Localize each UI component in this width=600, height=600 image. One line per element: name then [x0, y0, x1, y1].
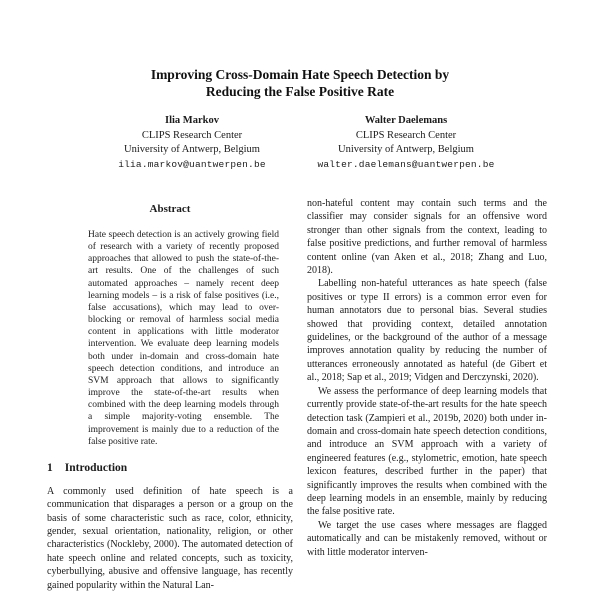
right-column [307, 197, 547, 559]
section-heading-introduction [47, 461, 293, 475]
author-affiliation-1: CLIPS Research Center [141, 129, 243, 141]
right-column-paragraph-1: non-hateful content may contain such terms and the classifier may consider signals for an offensive word stronger than other signals from the context, leading to false positive predictions, and further removal of harmless content online (van Aken et al., 2018; Zhang and Luo, 2018). [307, 198, 547, 277]
right-column-paragraph-2: Labelling non-hateful utterances as hate speech (false positives or type II errors) is a common error even for human annotators due to personal bias. Several studies showed that providing context, detailed annotation guidelines, or the background of the author of a message improves annotation quality by reducing the number of utterances erroneously annotated as hateful (de Gibert et al., 2018; Sap et al., 2019; Vidgen and Derczynski, 2020). [307, 278, 547, 384]
author-affiliation-2: University of Antwerp, Belgium [338, 144, 474, 155]
author-name: Walter Daelemans [364, 115, 448, 126]
author-email: ilia.markov@uantwerpen.be [118, 158, 266, 170]
introduction-paragraph: A commonly used definition of hate speech is a communication that disparages a person or a group on the basis of some characteristic such as race, color, ethnicity, gender, sexual orientation, nationality, religion, or other characteristics (Nockleby, 2000). The automated detection of hate speech online and related concepts, such as toxicity, cyberbullying, abusive and offensive language, has recently gained popularity within the Natural Lan- [47, 485, 293, 591]
paper-title-line-2: Reducing the False Positive Rate [205, 84, 395, 99]
abstract-text: Hate speech detection is an actively growing field of research with a variety of recently proposed approaches that allowed to push the state-of-the-art results. One of the challenges of such automated approaches – namely recent deep learning models – is a risk of false positives (i.e., false accusations), which may lead to over-blocking or removal of harmless social media content in applications with little moderator intervention. We evaluate deep learning models both under in-domain and cross-domain hate speech detection conditions, and introduce an SVM approach that allows to significantly improve the state-of-the-art results when combined with the deep learning models through a simple majority-voting ensemble. The improvement is mainly due to a reduction of the false positive rate. [88, 230, 279, 447]
right-column-paragraph-3: We assess the performance of deep learning models that currently provide state-of-the-art results for the hate speech detection task (Zampieri et al., 2019b, 2020) both under in-domain and cross-domain hate speech detection conditions, and introduce an SVM approach with a variety of engineered features (e.g., stylometric, emotion, hate speech lexicon features, described further in the paper) that significantly improves the results when combined with the deep learning models in an ensemble, mainly by reducing the false positive rate. [307, 385, 547, 518]
right-column-paragraph-4: We target the use cases where messages are flagged automatically and can be mistakenly removed, without or with little moderator interven- [307, 519, 547, 558]
author-affiliation-2: University of Antwerp, Belgium [124, 144, 260, 155]
author-name: Ilia Markov [165, 115, 219, 126]
abstract-heading: Abstract [149, 203, 191, 215]
author-email: walter.daelemans@uantwerpen.be [317, 158, 495, 170]
author-block-walter-daelemans [286, 114, 526, 172]
section-number: 1 [47, 461, 53, 474]
paper-title-line-1: Improving Cross-Domain Hate Speech Detection by [150, 67, 450, 82]
left-column [47, 203, 293, 592]
author-block-ilia-markov [88, 114, 296, 172]
paper-title [0, 66, 600, 100]
author-affiliation-1: CLIPS Research Center [355, 129, 457, 141]
section-title: Introduction [64, 461, 128, 474]
